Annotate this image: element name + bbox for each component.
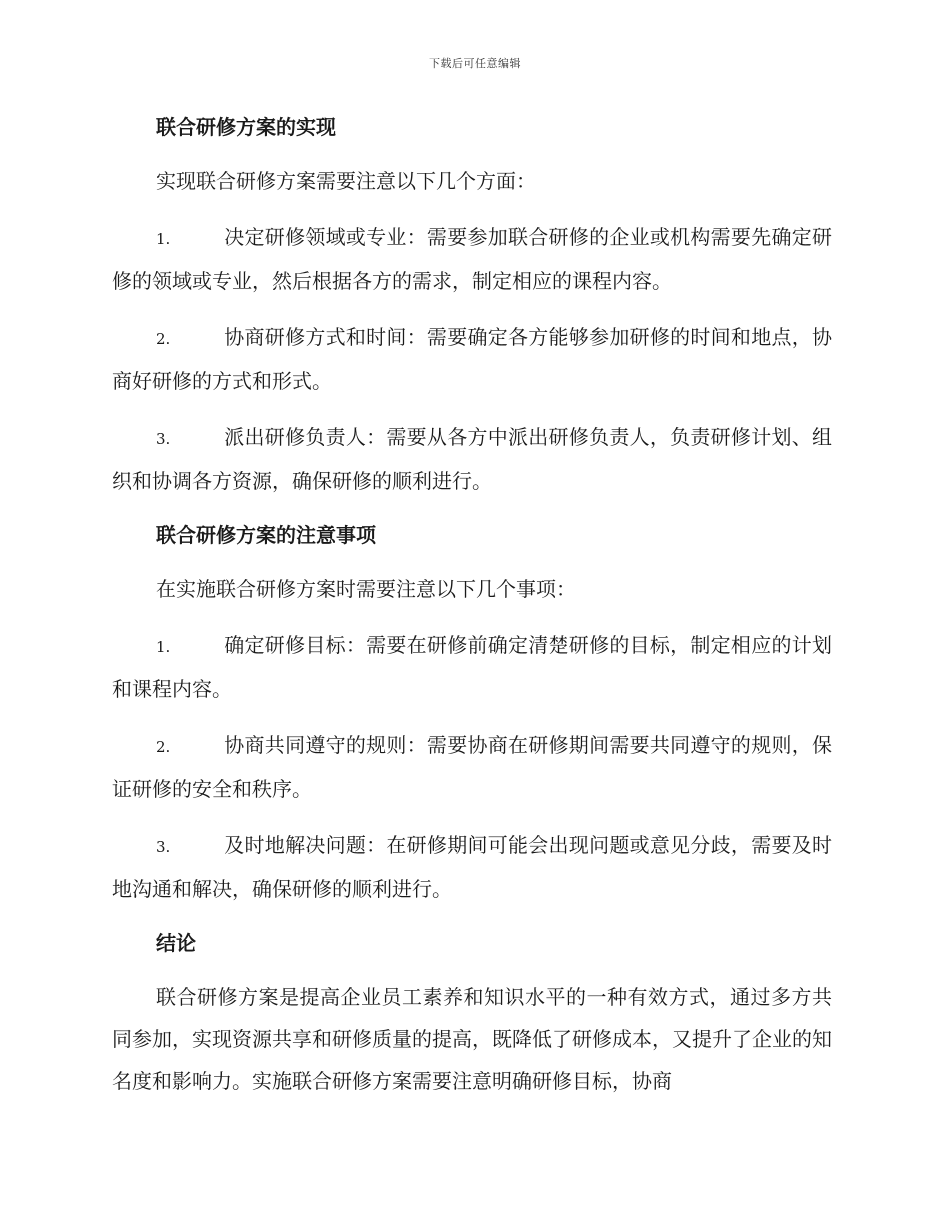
section-intro: 实现联合研修方案需要注意以下几个方面： xyxy=(156,169,536,193)
page-header: 下载后可任意编辑 xyxy=(429,57,521,70)
list-number: 3. xyxy=(156,838,171,856)
list-item-text: 协商共同遵守的规则：需要协商在研修期间需要共同遵守的规则，保证研修的安全和秩序。 xyxy=(112,733,832,801)
list-number: 2. xyxy=(156,738,171,756)
list-item-text: 确定研修目标：需要在研修前确定清楚研修的目标，制定相应的计划和课程内容。 xyxy=(112,633,832,701)
section-heading-conclusion: 结论 xyxy=(156,931,196,955)
list-number: 1. xyxy=(156,638,171,656)
section-heading-implementation: 联合研修方案的实现 xyxy=(156,115,336,139)
section-intro: 在实施联合研修方案时需要注意以下几个事项： xyxy=(156,577,576,601)
section-heading-precautions: 联合研修方案的注意事项 xyxy=(156,523,376,547)
list-item xyxy=(112,724,832,810)
list-item-text: 协商研修方式和时间：需要确定各方能够参加研修的时间和地点，协商好研修的方式和形式。 xyxy=(112,325,832,393)
conclusion-paragraph: 联合研修方案是提高企业员工素养和知识水平的一种有效方式，通过多方共同参加，实现资源共享和研修质量的提高，既降低了研修成本，又提升了企业的知名度和影响力。实施联合研修方案需要注意明确研修目标，协商 xyxy=(112,985,832,1093)
document-body xyxy=(112,108,832,1102)
list-item xyxy=(112,416,832,502)
list-item-text: 决定研修领域或专业：需要参加联合研修的企业或机构需要先确定研修的领域或专业，然后根据各方的需求，制定相应的课程内容。 xyxy=(112,225,832,293)
list-item xyxy=(112,824,832,910)
list-item-text: 派出研修负责人：需要从各方中派出研修负责人，负责研修计划、组织和协调各方资源，确保研修的顺利进行。 xyxy=(112,425,832,493)
list-item xyxy=(112,316,832,402)
list-number: 1. xyxy=(156,230,171,248)
list-item-text: 及时地解决问题：在研修期间可能会出现问题或意见分歧，需要及时地沟通和解决，确保研修的顺利进行。 xyxy=(112,833,832,901)
list-item xyxy=(112,624,832,710)
list-number: 3. xyxy=(156,430,171,448)
list-item xyxy=(112,216,832,302)
list-number: 2. xyxy=(156,330,171,348)
